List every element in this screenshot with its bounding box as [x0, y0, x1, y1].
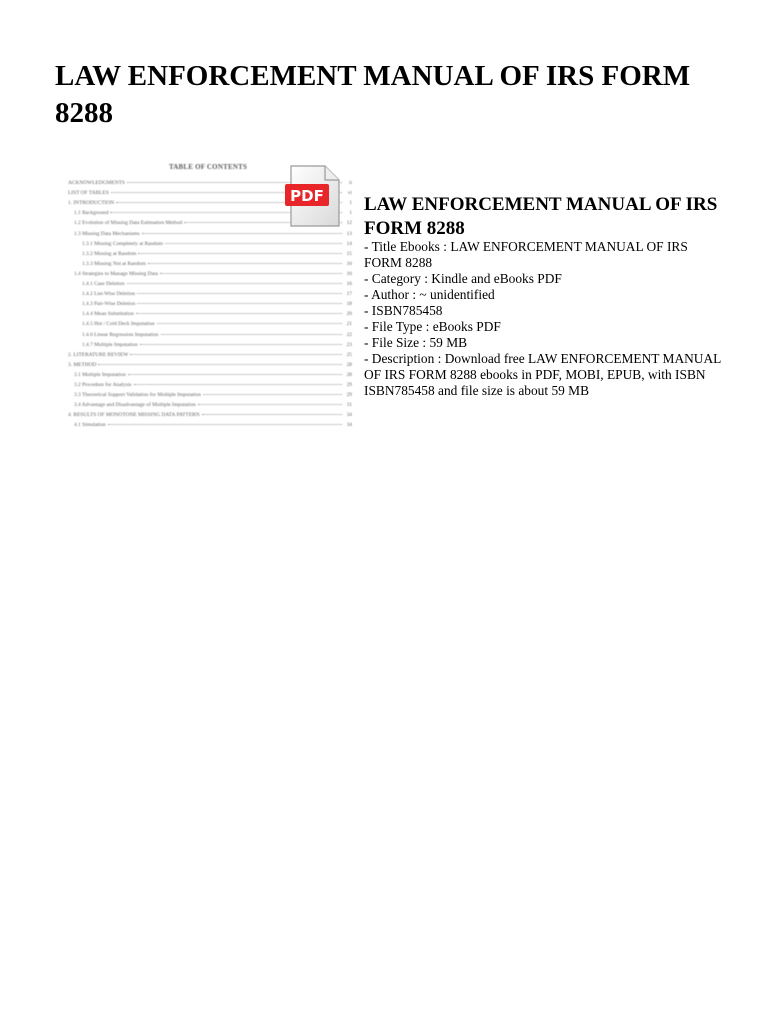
toc-row-label: 1.2 Evolution of Missing Data Estimation Method — [74, 220, 183, 227]
toc-row — [74, 372, 352, 380]
info-item-isbn: - ISBN785458 — [364, 303, 443, 318]
toc-row-leader — [198, 404, 342, 405]
info-item-title: - Title Ebooks : LAW ENFORCEMENT MANUAL OF IRS FORM 8288 — [364, 239, 688, 270]
toc-row-page: 28 — [346, 361, 352, 368]
toc-row — [82, 332, 352, 340]
toc-row-page: 28 — [346, 371, 352, 378]
toc-row-label: 1.1 Background — [74, 210, 109, 217]
info-item-category: - Category : Kindle and eBooks PDF — [364, 271, 562, 286]
toc-row-label: 3.4 Advantage and Disadvantage of Multiple Imputation — [74, 402, 196, 409]
toc-row-page: 14 — [346, 240, 352, 247]
toc-row — [82, 241, 352, 249]
toc-row-leader — [130, 354, 342, 355]
toc-title: TABLE OF CONTENTS — [168, 163, 248, 171]
toc-row-leader — [202, 414, 342, 415]
info-list — [364, 239, 726, 399]
toc-row — [82, 261, 352, 269]
toc-row-leader — [128, 374, 342, 375]
toc-row-page: 23 — [346, 341, 352, 348]
toc-row-page: 29 — [346, 382, 352, 388]
toc-row — [82, 301, 352, 309]
toc-row-page: 16 — [346, 281, 352, 287]
toc-row-label: 4.1 Simulation — [74, 422, 106, 429]
toc-row-label: 1. INTRODUCTION — [68, 200, 115, 207]
info-item-file-type: - File Type : eBooks PDF — [364, 319, 501, 334]
toc-row-leader — [136, 313, 342, 314]
toc-row-leader — [137, 303, 342, 304]
toc-row — [74, 392, 352, 400]
toc-row-label: 2. LITERATURE REVIEW — [68, 351, 129, 358]
toc-row — [68, 352, 352, 360]
toc-row-page: 17 — [346, 291, 352, 298]
toc-row-label: 1.4.4 Mean Substitution — [82, 311, 134, 318]
toc-row-page: 31 — [346, 402, 352, 409]
toc-row — [82, 342, 352, 350]
toc-row — [68, 412, 352, 420]
toc-row-page: 20 — [346, 311, 352, 318]
toc-row — [82, 251, 352, 259]
toc-row-label: 4. RESULTS OF MONOTONE MISSING DATA PATTERN — [68, 412, 200, 419]
pdf-file-icon — [283, 164, 343, 230]
toc-row-page: 34 — [346, 422, 352, 429]
toc-row — [68, 362, 352, 370]
toc-row-page: 22 — [346, 331, 352, 338]
toc-row-page: ii — [349, 180, 352, 186]
toc-row — [82, 281, 352, 289]
toc-row-label: 1.4.6 Linear Regression Imputation — [82, 331, 159, 338]
toc-row — [74, 271, 352, 279]
toc-row-page: vi — [347, 190, 352, 197]
toc-row-label: 3.3 Theoretical Support Validation for Multiple Imputation — [74, 392, 201, 399]
toc-row-leader — [160, 273, 342, 274]
toc-row-leader — [137, 293, 342, 294]
toc-row-label: 1.3.1 Missing Completely at Random — [82, 240, 163, 247]
toc-row-label: 1.3.2 Missing at Random — [82, 250, 137, 257]
toc-row-label: 1.4.1 Case Deletion — [82, 281, 125, 287]
toc-row-label: 1.4.5 Hot / Cold Deck Imputation — [82, 321, 155, 328]
info-item-file-size: - File Size : 59 MB — [364, 335, 468, 350]
toc-row-leader — [134, 384, 343, 385]
toc-row-page: 13 — [346, 230, 352, 237]
toc-row-leader — [98, 364, 342, 365]
toc-row-label: 3.1 Multiple Imputation — [74, 371, 126, 378]
toc-row-page: 34 — [346, 412, 352, 419]
toc-row-label: 3.2 Procedure for Analysis — [74, 382, 132, 388]
toc-row-label: 1.4.2 List-Wise Deletion — [82, 291, 136, 298]
toc-row-leader — [140, 344, 342, 345]
toc-row — [74, 402, 352, 410]
toc-row-label: 1.4 Strategies to Manage Missing Data — [74, 270, 158, 277]
info-title: LAW ENFORCEMENT MANUAL OF IRS FORM 8288 — [364, 194, 718, 239]
toc-row-label: 3. METHOD — [68, 361, 97, 368]
toc-row-leader — [142, 233, 342, 234]
toc-row — [82, 321, 352, 329]
toc-row-page: 15 — [346, 250, 352, 257]
toc-row-page: 18 — [346, 301, 352, 308]
toc-row-leader — [165, 243, 342, 244]
toc-row-page: 16 — [346, 260, 352, 267]
toc-row — [74, 422, 352, 430]
toc-row-page: 1 — [349, 200, 352, 207]
toc-row-label: 1.4.7 Multiple Imputation — [82, 341, 138, 348]
toc-row-label: ACKNOWLEDGMENTS — [68, 180, 125, 186]
toc-row-page: 29 — [346, 392, 352, 399]
toc-row — [74, 382, 352, 390]
info-item-description: - Description : Download free LAW ENFORCEMENT MANUAL OF IRS FORM 8288 ebooks in PDF, MOBI, EPUB, with ISBN ISBN785458 and file size is about 59 MB — [364, 351, 721, 398]
toc-row-page: 25 — [346, 351, 352, 358]
toc-row-leader — [138, 253, 342, 254]
toc-row-leader — [157, 323, 342, 324]
toc-row — [74, 231, 352, 239]
toc-row-label: 1.3 Missing Data Mechanisms — [74, 230, 140, 237]
toc-row-label: 1.3.3 Missing Not at Random — [82, 260, 146, 267]
toc-row-page: 16 — [346, 270, 352, 277]
toc-row-leader — [108, 424, 342, 425]
info-item-author: - Author : ~ unidentified — [364, 287, 495, 302]
toc-row-page: 1 — [349, 210, 352, 217]
toc-row — [82, 291, 352, 299]
toc-row-label: LIST OF TABLES — [68, 190, 109, 197]
page-title: LAW ENFORCEMENT MANUAL OF IRS FORM 8288 — [55, 60, 691, 129]
toc-row — [82, 311, 352, 319]
toc-row-page: 12 — [346, 220, 352, 227]
toc-row-leader — [127, 283, 342, 284]
toc-row-leader — [203, 394, 342, 395]
toc-row-page: 21 — [346, 321, 352, 328]
toc-row-leader — [148, 263, 342, 264]
pdf-icon-label: PDF — [290, 187, 324, 205]
toc-row-label: 1.4.3 Pair-Wise Deletion — [82, 301, 136, 308]
toc-row-leader — [161, 334, 342, 335]
